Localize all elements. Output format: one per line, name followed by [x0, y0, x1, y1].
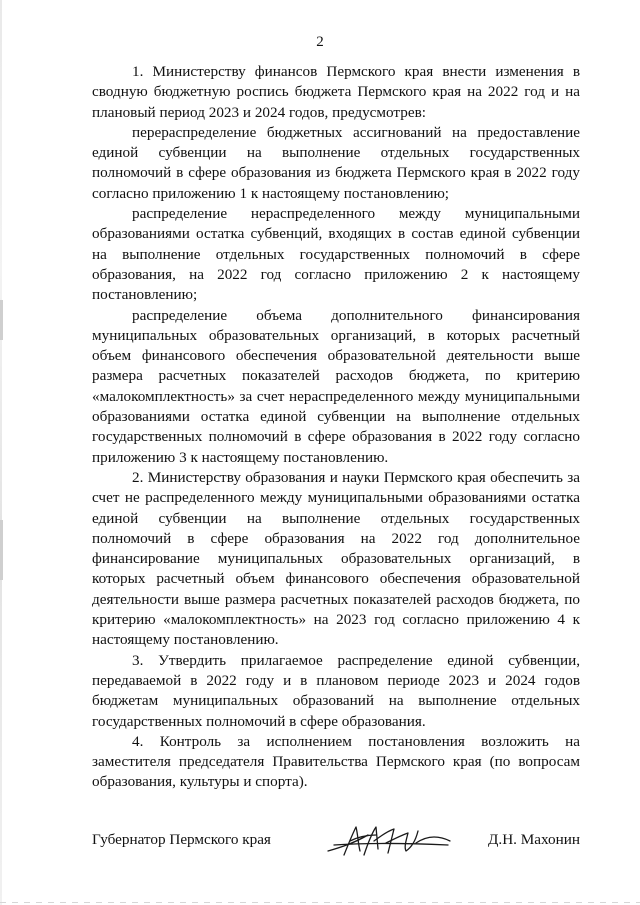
scan-edge-left [0, 0, 2, 905]
signer-name: Д.Н. Махонин [488, 831, 580, 848]
scan-edge-bottom [0, 902, 640, 903]
signature-block [92, 821, 580, 861]
document-body [92, 62, 580, 793]
paragraph-4: 4. Контроль за исполнением постановления возложить на заместителя председателя Правительства Пермского края (по вопросам образования, культуры и спорта). [92, 732, 580, 791]
paragraph-3: 3. Утвердить прилагаемое распределение единой субвенции, передаваемой в 2022 году и в плановом периоде 2023 и 2024 годов бюджетам муниципальных образований на выполнение отдельных государственных полномочий в сфере образования. [92, 651, 580, 730]
paragraph-1b: распределение нераспределенного между муниципальными образованиями остатка субвенций, входящих в состав единой субвенции на выполнение отдельных государственных полномочий в сфере образования, на 2022 год согласно приложению 2 к настоящему постановлению; [92, 205, 580, 304]
signer-title: Губернатор Пермского края [92, 831, 271, 848]
page-number: 2 [316, 34, 324, 50]
paragraph-1: 1. Министерству финансов Пермского края внести изменения в сводную бюджетную роспись бюджета Пермского края на 2022 год и на плановый период 2023 и 2024 годов, предусмотрев: [92, 63, 580, 121]
signature-icon [324, 821, 454, 861]
paragraph-1c: распределение объема дополнительного финансирования муниципальных образовательных организаций, в которых расчетный объем финансового обеспечения образовательной деятельности выше размера расчетных показателей расходов бюджета, по критерию «малокомплектность» за счет нераспределенного между муниципальными образованиями остатка единой субвенции на выполнение отдельных государственных полномочий в сфере образования в 2022 году согласно приложению 3 к настоящему постановлению. [92, 306, 580, 466]
paragraph-2: 2. Министерству образования и науки Пермского края обеспечить за счет не распределенного между муниципальными образованиями остатка единой субвенции на выполнение отдельных государственных полномочий в сфере образования на 2022 год дополнительное финансирование муниципальных образовательных организаций, в которых расчетный объем финансового обеспечения образовательной деятельности выше размера расчетных показателей расходов бюджета, по критерию «малокомплектность» на 2023 год согласно приложению 4 к настоящему постановлению. [92, 468, 580, 649]
scan-mark [0, 300, 3, 340]
paragraph-1a: перераспределение бюджетных ассигнований на предоставление единой субвенции на выполнение отдельных государственных полномочий в сфере образования из бюджета Пермского края в 2022 году согласно приложению 1 к настоящему постановлению; [92, 123, 580, 202]
scan-mark [0, 520, 3, 580]
